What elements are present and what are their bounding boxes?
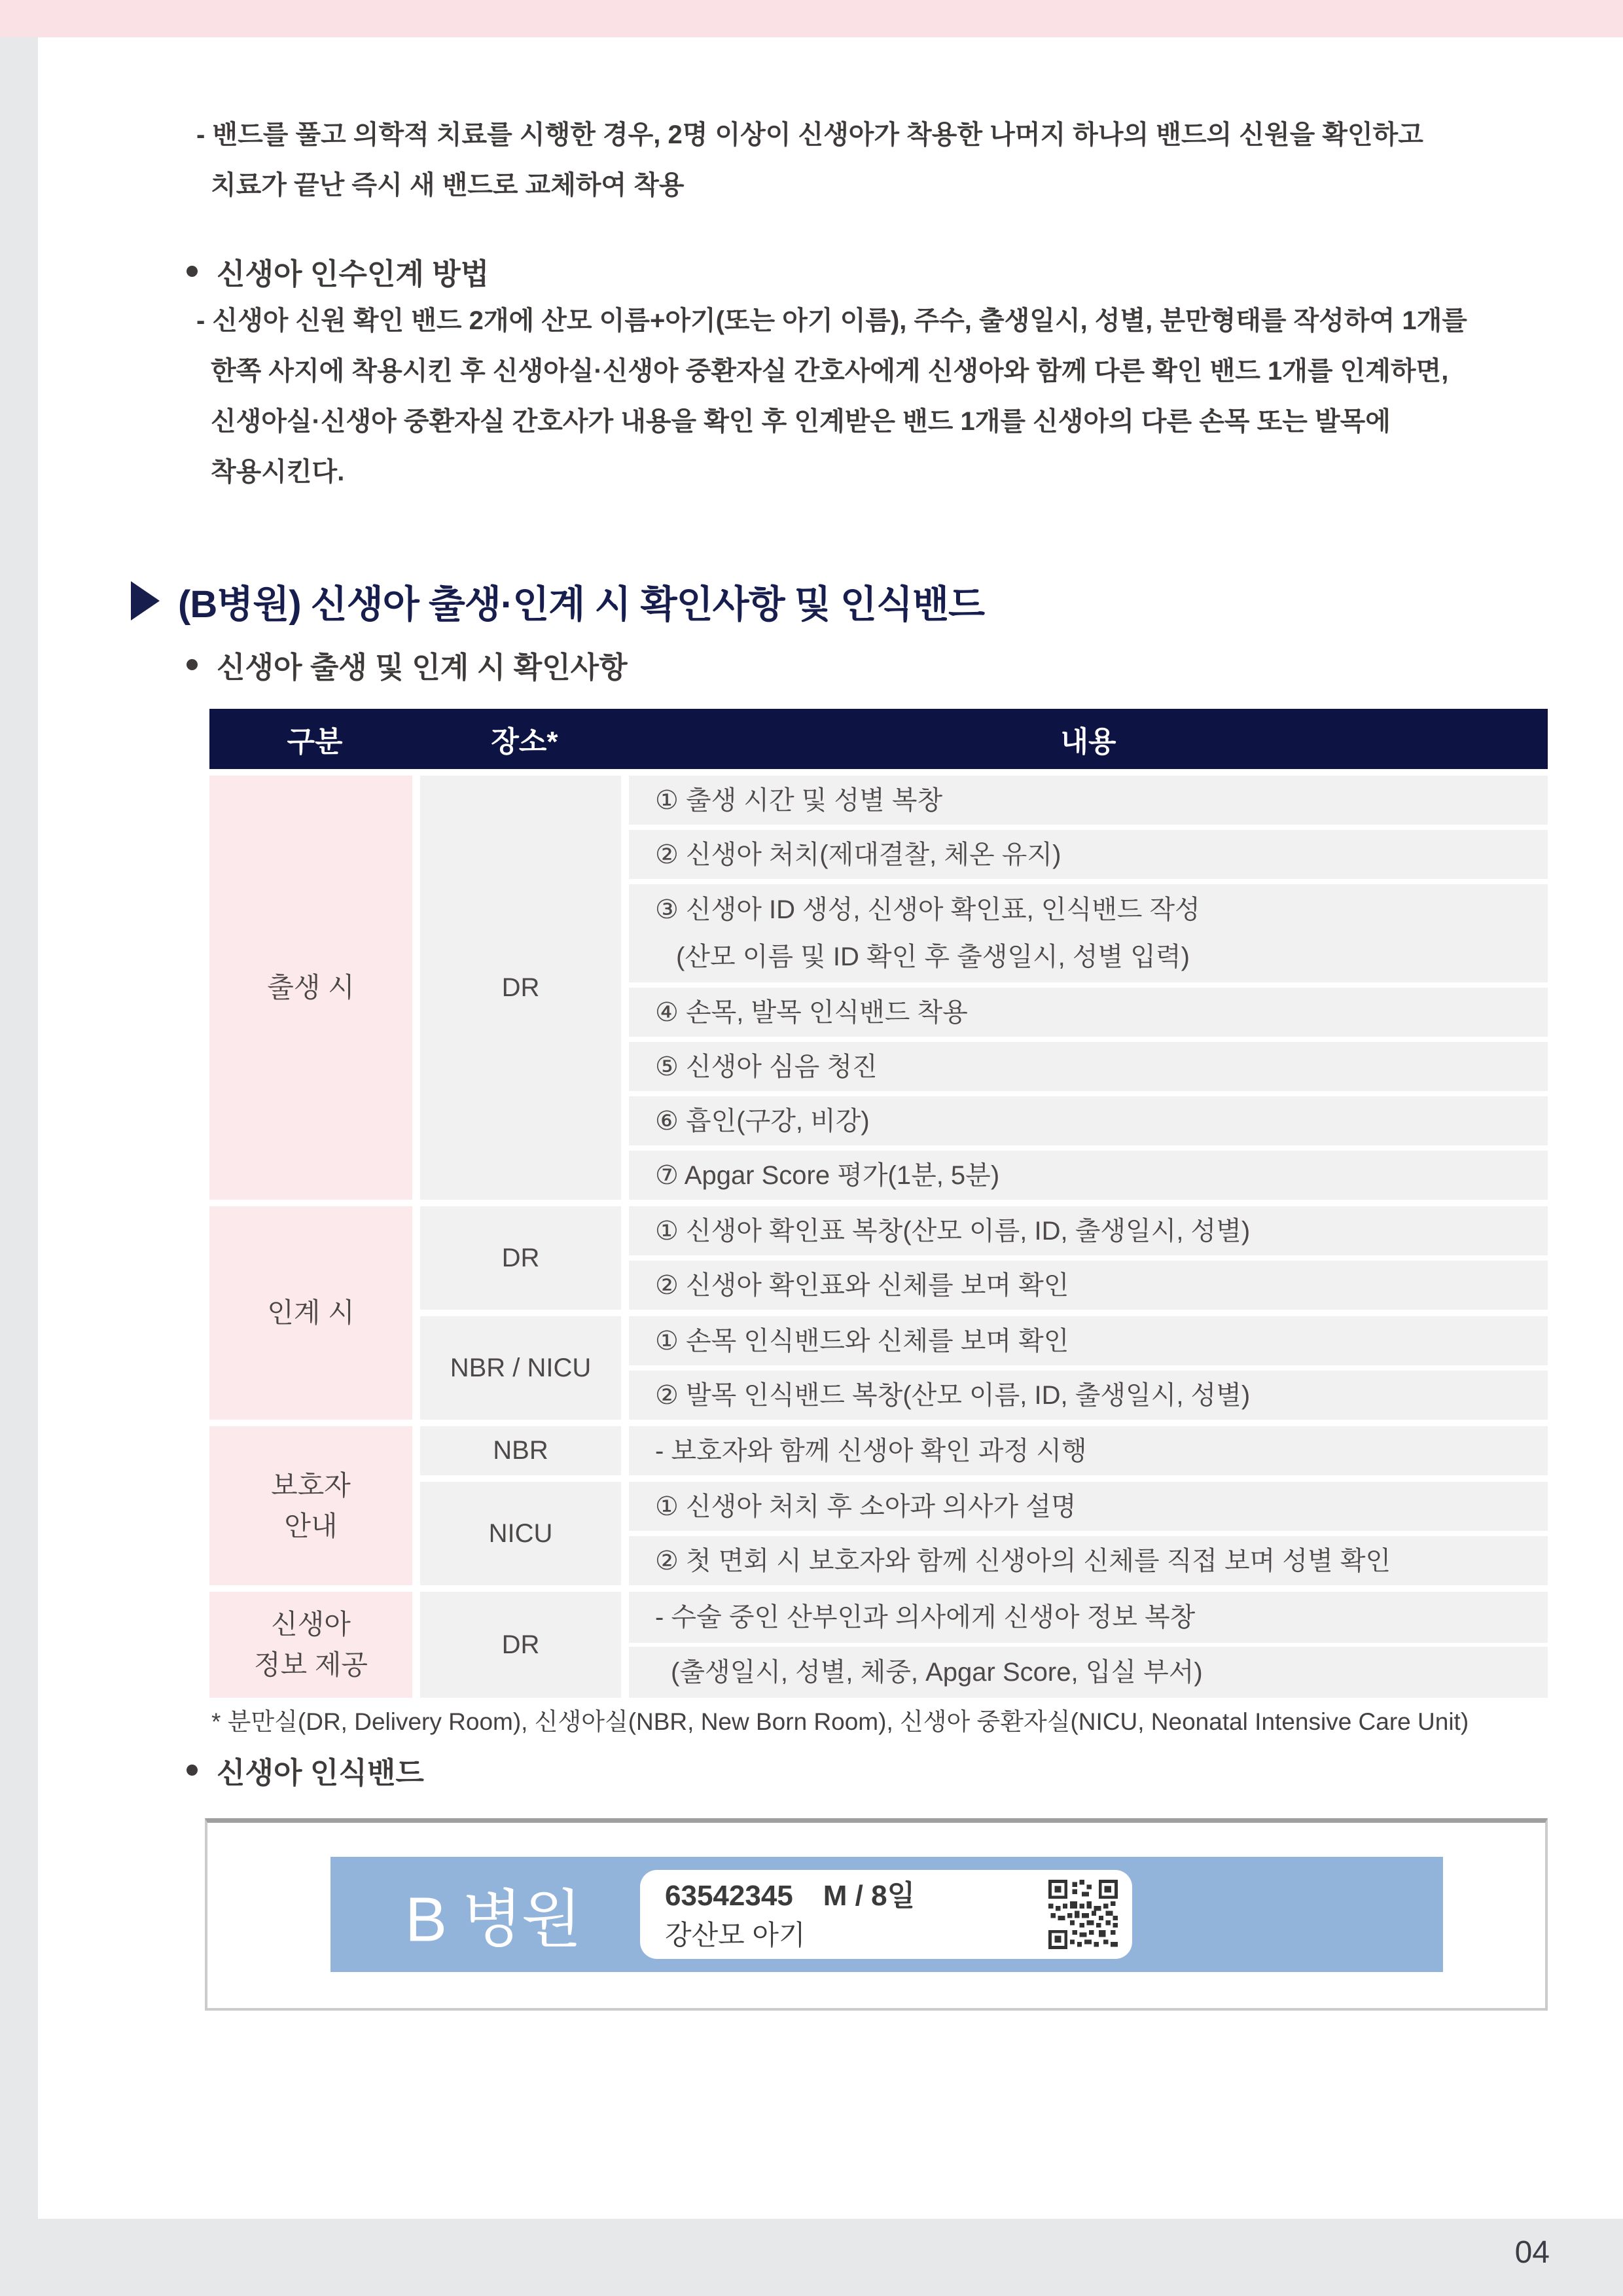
band-label-text [665, 1879, 915, 1951]
table-subgroup [420, 1426, 1548, 1475]
content-line: ① 신생아 처치 후 소아과 의사가 설명 [655, 1492, 1077, 1521]
handover-heading [187, 250, 489, 293]
text-line: - 밴드를 풀고 의학적 치료를 시행한 경우, 2명 이상이 신생아가 착용한 나머지 하나의 밴드의 신원을 확인하고 [196, 120, 1423, 149]
place-cell: DR [420, 1592, 621, 1698]
band-baby-name: 강산모 아기 [665, 1920, 806, 1950]
table-row-group [209, 776, 1548, 1200]
page-left-gray-strip [0, 37, 38, 2219]
checklist-heading [187, 643, 628, 686]
band-label [640, 1870, 1132, 1959]
place-cell: NBR / NICU [420, 1316, 621, 1420]
place-cell: DR [420, 1206, 621, 1310]
text-line: 한쪽 사지에 착용시킨 후 신생아실·신생아 중환자실 간호사에게 신생아와 함께 다른 확인 밴드 1개를 인계하면, [211, 357, 1449, 386]
table-footnote: * 분만실(DR, Delivery Room), 신생아실(NBR, New Born Room), 신생아 중환자실(NICU, Neonatal Intensive Care Unit) [211, 1708, 1469, 1735]
category-cell [209, 776, 412, 1200]
content-cell [629, 1151, 1548, 1200]
group-right [420, 1206, 1548, 1420]
id-band [330, 1857, 1443, 1972]
table-row-group [209, 1426, 1548, 1585]
table-body [209, 776, 1548, 1698]
content-stack [629, 776, 1548, 1200]
content-line: ③ 신생아 ID 생성, 신생아 확인표, 인식밴드 작성 [655, 895, 1200, 924]
table-header-place: 장소* [491, 726, 558, 758]
content-cell [629, 1482, 1548, 1531]
table-subgroup [420, 1482, 1548, 1585]
content-line: ② 발목 인식밴드 복창(산모 이름, ID, 출생일시, 성별) [655, 1380, 1251, 1410]
category-cell [209, 1426, 412, 1585]
category-cell [209, 1592, 412, 1698]
section-title [131, 573, 984, 628]
content-cell [629, 884, 1548, 982]
content-line: - 수술 중인 산부인과 의사에게 신생아 정보 복창 [655, 1603, 1196, 1632]
band-sex-age: M / 8일 [823, 1880, 916, 1912]
content-line: (출생일시, 성별, 체중, Apgar Score, 입실 부서) [671, 1658, 1203, 1687]
band-heading-label: 신생아 인식밴드 [217, 1756, 424, 1789]
qr-code-icon [1048, 1880, 1118, 1949]
place-cell: NICU [420, 1482, 621, 1585]
text-line: 착용시킨다. [211, 457, 345, 486]
category-line: 보호자 [271, 1469, 351, 1501]
checklist-table [209, 709, 1548, 1698]
table-row-group [209, 1592, 1548, 1698]
section-title-label: (B병원) 신생아 출생·인계 시 확인사항 및 인식밴드 [178, 583, 985, 626]
content-cell [629, 1096, 1548, 1145]
band-patient-id: 63542345 [665, 1880, 793, 1912]
page-bottom-gray-strip [0, 2219, 1623, 2296]
table-header-category: 구분 [287, 726, 343, 758]
table-row-group [209, 1206, 1548, 1420]
page-number: 04 [1514, 2235, 1550, 2270]
content-line: ⑤ 신생아 심음 청진 [655, 1052, 878, 1081]
content-cell [629, 1206, 1548, 1255]
place-cell: DR [420, 776, 621, 1200]
category-line: 신생아 [271, 1609, 351, 1640]
triangle-bullet-icon [131, 581, 160, 620]
table-header-row [209, 709, 1548, 769]
checklist-heading-label: 신생아 출생 및 인계 시 확인사항 [217, 651, 628, 684]
content-line: ① 손목 인식밴드와 신체를 보며 확인 [655, 1326, 1069, 1355]
band-id-line [665, 1879, 915, 1913]
content-line: - 보호자와 함께 신생아 확인 과정 시행 [655, 1436, 1087, 1465]
band-heading [187, 1749, 424, 1791]
text-line: 신생아실·신생아 중환자실 간호사가 내용을 확인 후 인계받은 밴드 1개를 신생아의 다른 손목 또는 발목에 [211, 407, 1391, 436]
table-subgroup [420, 1316, 1548, 1420]
category-line: 출생 시 [267, 972, 355, 1003]
content-cell [629, 1592, 1548, 1643]
content-cell [629, 1261, 1548, 1310]
content-cell [629, 988, 1548, 1037]
content-line: ⑥ 흡인(구강, 비강) [655, 1106, 870, 1136]
table-subgroup [420, 1592, 1548, 1698]
group-right [420, 1426, 1548, 1585]
handover-heading-label: 신생아 인수인계 방법 [217, 257, 490, 291]
content-cell [629, 830, 1548, 879]
content-cell [629, 1316, 1548, 1365]
content-cell [629, 1371, 1548, 1420]
category-line: 정보 제공 [254, 1649, 368, 1680]
group-right [420, 1592, 1548, 1698]
content-stack [629, 1206, 1548, 1310]
category-line: 안내 [284, 1510, 338, 1541]
table-subgroup [420, 776, 1548, 1200]
band-hospital-name: B 병원 [405, 1884, 581, 1955]
content-line: ② 신생아 확인표와 신체를 보며 확인 [655, 1270, 1069, 1300]
content-line: (산모 이름 및 ID 확인 후 출생일시, 성별 입력) [676, 942, 1190, 971]
content-line: ① 출생 시간 및 성별 복창 [655, 785, 943, 815]
content-cell [629, 1426, 1548, 1475]
content-cell [629, 1536, 1548, 1585]
category-cell [209, 1206, 412, 1420]
content-cell [629, 1647, 1548, 1698]
content-line: ⑦ Apgar Score 평가(1분, 5분) [655, 1160, 1000, 1190]
bullet-dot-icon [187, 266, 198, 277]
table-header-content: 내용 [1060, 726, 1116, 758]
table-subgroup [420, 1206, 1548, 1310]
page-top-pink-strip [0, 0, 1623, 37]
content-stack [629, 1316, 1548, 1420]
content-cell [629, 776, 1548, 825]
band-figure [205, 1818, 1548, 2011]
content-line: ④ 손목, 발목 인식밴드 착용 [655, 997, 968, 1027]
content-stack [629, 1482, 1548, 1585]
content-stack [629, 1592, 1548, 1698]
place-cell: NBR [420, 1426, 621, 1475]
content-line: ② 신생아 처치(제대결찰, 체온 유지) [655, 840, 1061, 869]
text-line: - 신생아 신원 확인 밴드 2개에 산모 이름+아기(또는 아기 이름), 주수, 출생일시, 성별, 분만형태를 작성하여 1개를 [196, 306, 1467, 335]
text-line: 치료가 끝난 즉시 새 밴드로 교체하여 착용 [211, 171, 685, 200]
content-line: ② 첫 면회 시 보호자와 함께 신생아의 신체를 직접 보며 성별 확인 [655, 1546, 1391, 1575]
bullet-dot-icon [187, 659, 198, 670]
content-cell [629, 1042, 1548, 1091]
handover-paragraph [196, 296, 1531, 497]
group-right [420, 776, 1548, 1200]
intro-paragraph [196, 110, 1512, 211]
content-line: ① 신생아 확인표 복창(산모 이름, ID, 출생일시, 성별) [655, 1216, 1251, 1246]
content-stack [629, 1426, 1548, 1475]
bullet-dot-icon [187, 1765, 198, 1776]
category-line: 인계 시 [267, 1297, 355, 1328]
